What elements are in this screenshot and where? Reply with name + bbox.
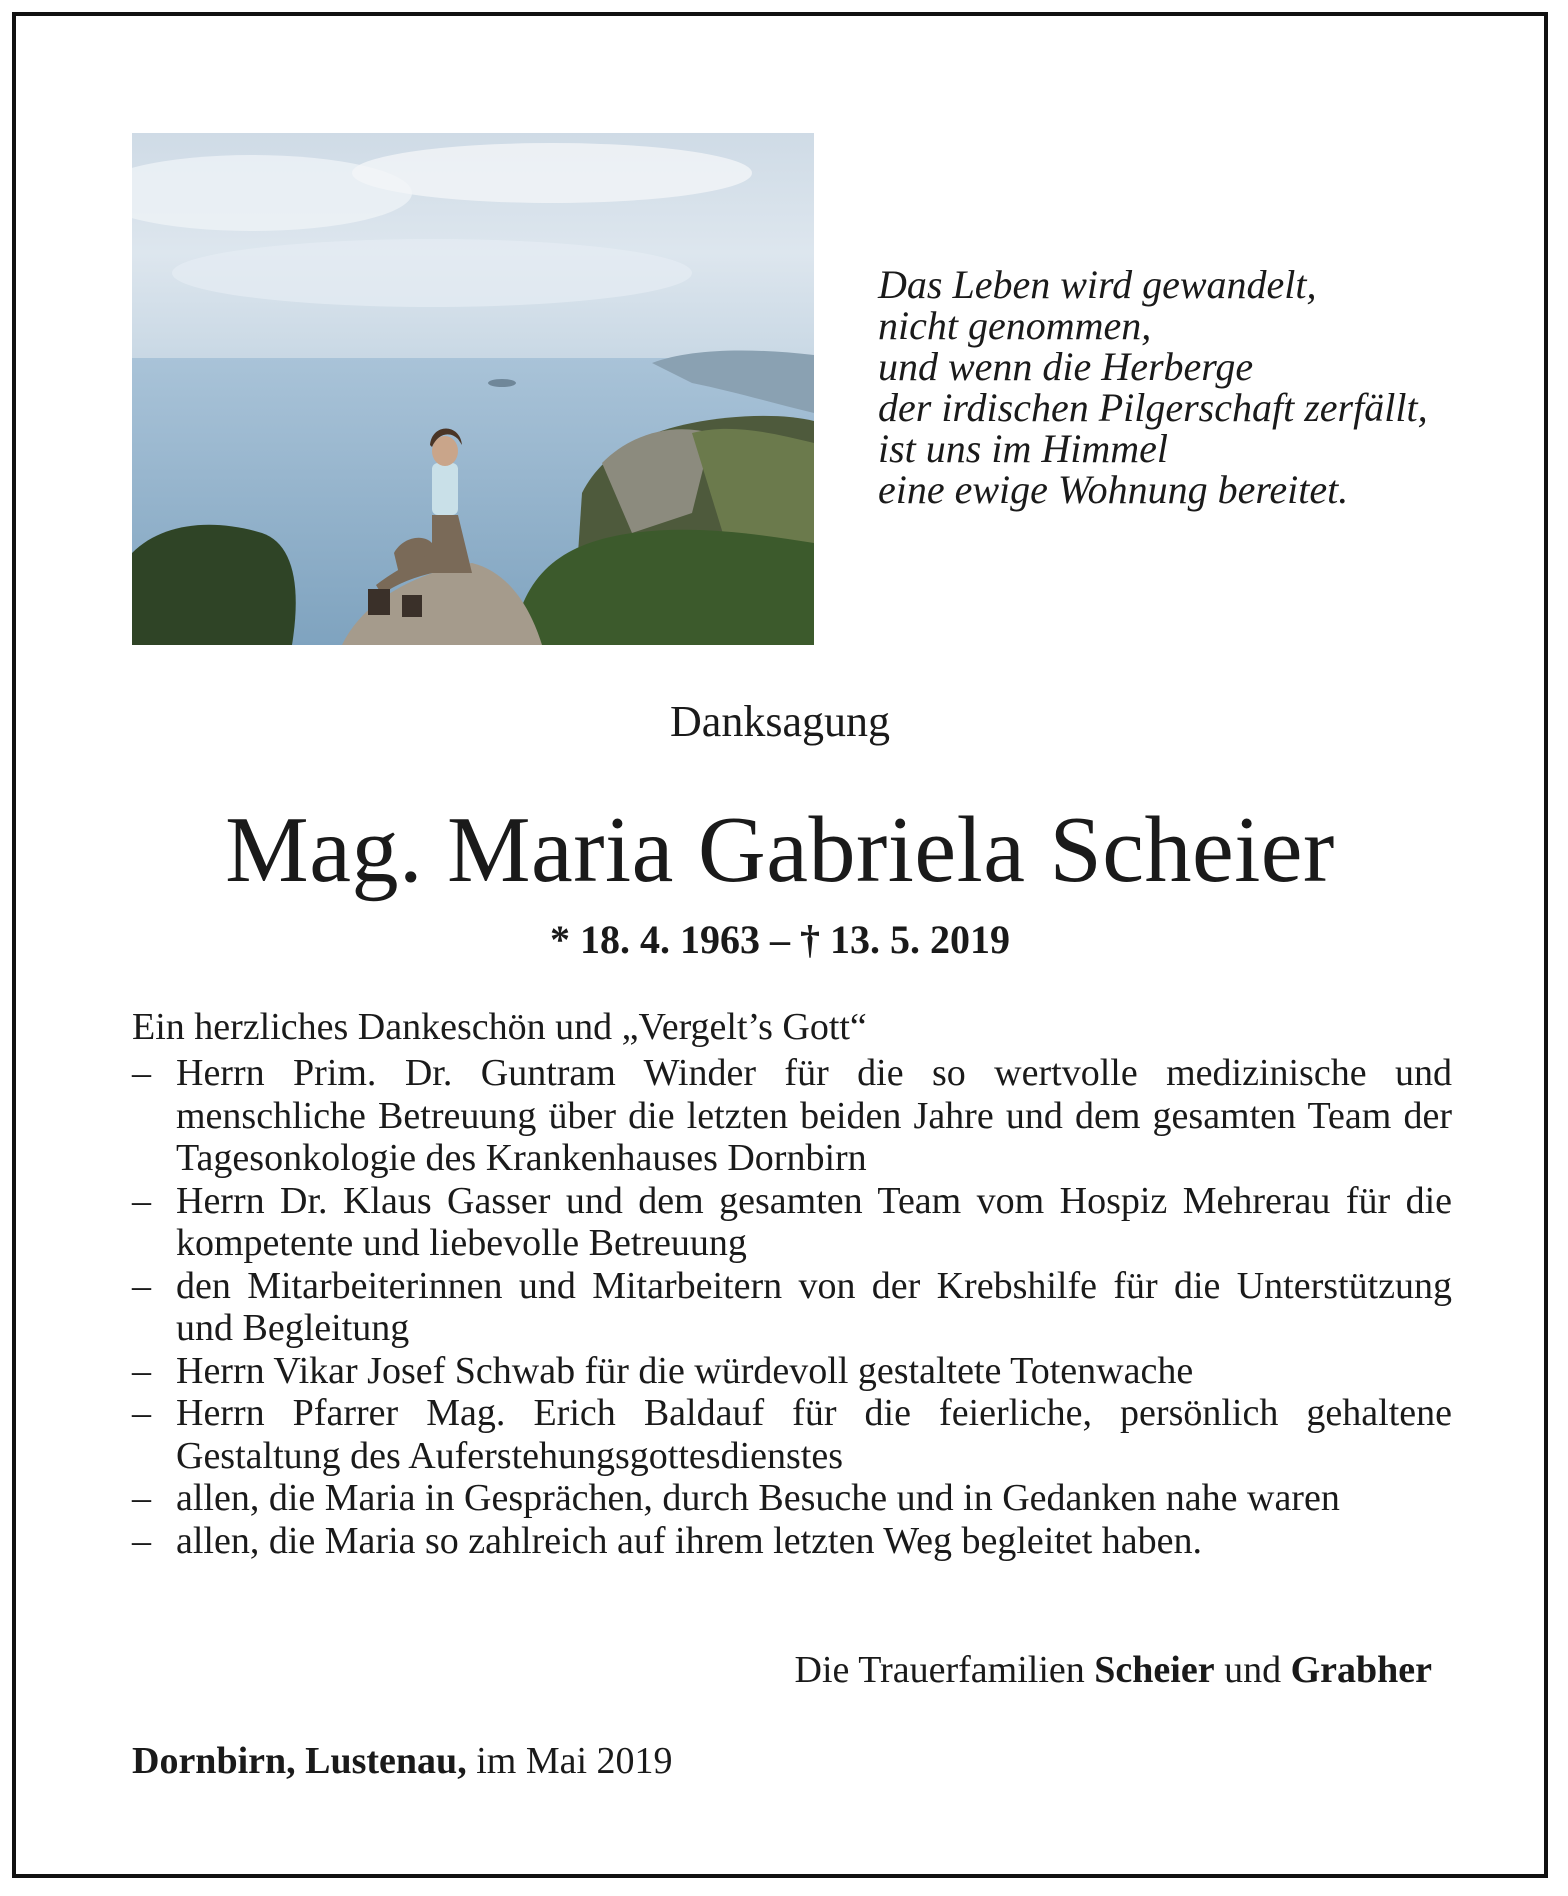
list-item-text: allen, die Maria so zahlreich auf ihrem letzten Weg begleitet haben. — [176, 1519, 1203, 1562]
deceased-name: Mag. Maria Gabriela Scheier — [225, 798, 1335, 902]
list-item — [132, 1392, 1452, 1477]
obituary-frame — [12, 12, 1548, 1878]
poem-line: und wenn die Herberge — [878, 344, 1254, 389]
dash-marker: – — [132, 1052, 151, 1094]
family-joiner: und — [1224, 1649, 1282, 1691]
list-item — [132, 1520, 1452, 1563]
life-dates: * 18. 4. 1963 – † 13. 5. 2019 — [550, 917, 1010, 962]
list-item — [132, 1052, 1452, 1180]
dash-marker: – — [132, 1179, 151, 1222]
list-item-text: Herrn Vikar Josef Schwab für die würdevoll gestaltete Totenwache — [176, 1349, 1194, 1392]
coastal-landscape-image — [132, 133, 814, 645]
month-year: im Mai 2019 — [476, 1740, 673, 1782]
list-item-text: allen, die Maria in Gesprächen, durch Besuche und in Gedanken nahe waren — [176, 1477, 1340, 1519]
family-name-grabher: Grabher — [1290, 1649, 1432, 1691]
list-item-text: Herrn Pfarrer Mag. Erich Baldauf für die feierliche, persönlich gehaltene Gestaltung des Auferstehungsgottesdienstes — [176, 1392, 1452, 1477]
poem — [878, 264, 1498, 510]
list-item — [132, 1350, 1452, 1393]
dash-marker: – — [132, 1519, 151, 1562]
thanks-intro: Ein herzliches Dankeschön und „Vergelt’s Gott“ — [132, 1006, 867, 1048]
thanks-list — [132, 1052, 1452, 1562]
family-name-scheier: Scheier — [1094, 1649, 1215, 1691]
poem-line: Das Leben wird gewandelt, — [878, 262, 1317, 307]
list-item — [132, 1477, 1452, 1520]
list-item-text: den Mitarbeiterinnen und Mitarbeitern von der Krebshilfe für die Unterstützung und Begleitung — [176, 1264, 1452, 1349]
list-item-text: Herrn Prim. Dr. Guntram Winder für die so wertvolle medizinische und menschliche Betreuung über die letzten beiden Jahre und dem gesamten Team der Tagesonkologie des Krankenhauses Dornbirn — [176, 1052, 1452, 1179]
mourning-families — [795, 1648, 1432, 1692]
list-item — [132, 1265, 1452, 1350]
heading-danksagung: Danksagung — [670, 697, 890, 746]
place-date — [132, 1739, 673, 1783]
portrait-photo — [132, 133, 814, 645]
dash-marker: – — [132, 1477, 151, 1519]
poem-line: der irdischen Pilgerschaft zerfällt, — [878, 385, 1428, 430]
list-item — [132, 1180, 1452, 1265]
place-names: Dornbirn, Lustenau, — [132, 1740, 467, 1782]
poem-line: eine ewige Wohnung bereitet. — [878, 467, 1349, 512]
poem-line: ist uns im Himmel — [878, 426, 1168, 471]
dash-marker: – — [132, 1264, 151, 1307]
family-prefix: Die Trauerfamilien — [794, 1649, 1085, 1691]
dash-marker: – — [132, 1349, 151, 1392]
dash-marker: – — [132, 1392, 151, 1434]
poem-line: nicht genommen, — [878, 303, 1152, 348]
list-item-text: Herrn Dr. Klaus Gasser und dem gesamten Team vom Hospiz Mehrerau für die kompetente und liebevolle Betreuung — [176, 1179, 1452, 1264]
